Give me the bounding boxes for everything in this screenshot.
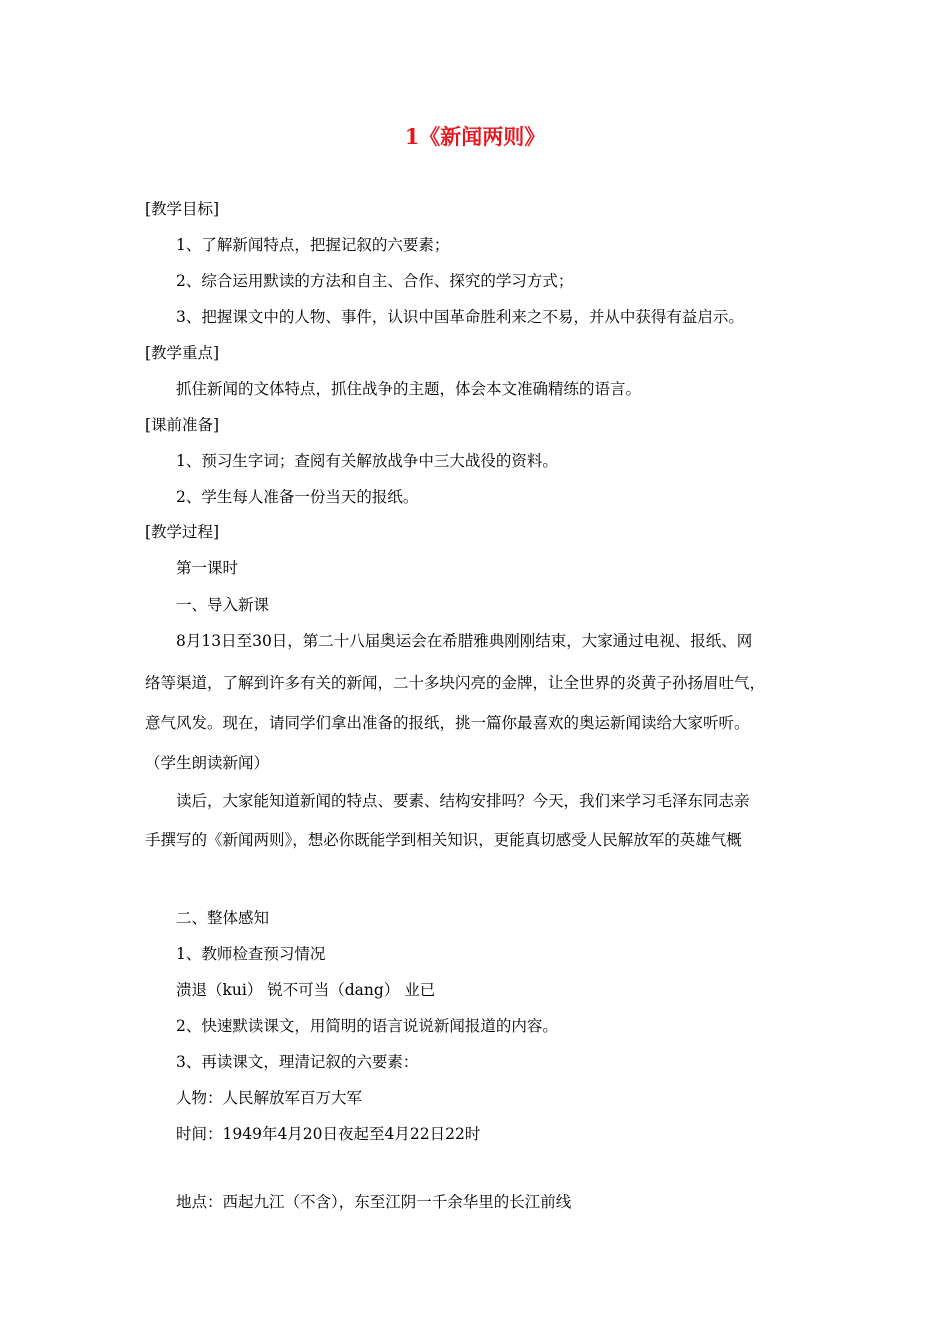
element-time: 时间：1949年4月20日夜起至4月22日22时	[176, 1125, 481, 1143]
paragraph-line: 读后，大家能知道新闻的特点、要素、结构安排吗？今天，我们来学习毛泽东同志亲	[176, 792, 750, 810]
element-characters: 人物：人民解放军百万大军	[176, 1089, 363, 1107]
document-title: 1《新闻两则》	[404, 124, 546, 149]
paragraph-line: （学生朗读新闻）	[145, 754, 270, 772]
objective-item-3: 3、把握课文中的人物、事件，认识中国革命胜利来之不易，并从中获得有益启示。	[176, 308, 744, 326]
overview-item-1: 1、教师检查预习情况	[176, 945, 326, 963]
section-heading-key-points: [教学重点]	[145, 344, 220, 362]
subsection-overview: 二、整体感知	[176, 909, 270, 927]
vocabulary-line: 溃退（kui） 锐不可当（dang） 业已	[176, 981, 436, 999]
lesson-period-label: 第一课时	[176, 559, 239, 577]
objective-item-1: 1、了解新闻特点，把握记叙的六要素；	[176, 236, 450, 254]
overview-item-2: 2、快速默读课文，用简明的语言说说新闻报道的内容。	[176, 1017, 558, 1035]
key-points-text: 抓住新闻的文体特点，抓住战争的主题，体会本文准确精练的语言。	[176, 380, 642, 398]
paragraph-line: 意气风发。现在，请同学们拿出准备的报纸，挑一篇你最喜欢的奥运新闻读给大家听听。	[145, 714, 750, 732]
paragraph-line: 络等渠道，了解到许多有关的新闻，二十多块闪亮的金牌，让全世界的炎黄子孙扬眉吐气，	[145, 674, 766, 692]
paragraph-line: 手撰写的《新闻两则》，想必你既能学到相关知识，更能真切感受人民解放军的英雄气概	[145, 831, 742, 849]
preparation-item-1: 1、预习生字词；查阅有关解放战争中三大战役的资料。	[176, 452, 558, 470]
section-heading-preparation: [课前准备]	[145, 416, 220, 434]
element-place: 地点：西起九江（不含），东至江阴一千余华里的长江前线	[176, 1193, 572, 1211]
paragraph-line: 8月13日至30日，第二十八届奥运会在希腊雅典刚刚结束，大家通过电视、报纸、网	[176, 632, 753, 650]
section-heading-process: [教学过程]	[145, 523, 220, 541]
subsection-intro: 一、导入新课	[176, 596, 270, 614]
overview-item-3: 3、再读课文，理清记叙的六要素：	[176, 1053, 419, 1071]
section-heading-objectives: [教学目标]	[145, 200, 220, 218]
preparation-item-2: 2、学生每人准备一份当天的报纸。	[176, 488, 419, 506]
objective-item-2: 2、综合运用默读的方法和自主、合作、探究的学习方式；	[176, 272, 574, 290]
